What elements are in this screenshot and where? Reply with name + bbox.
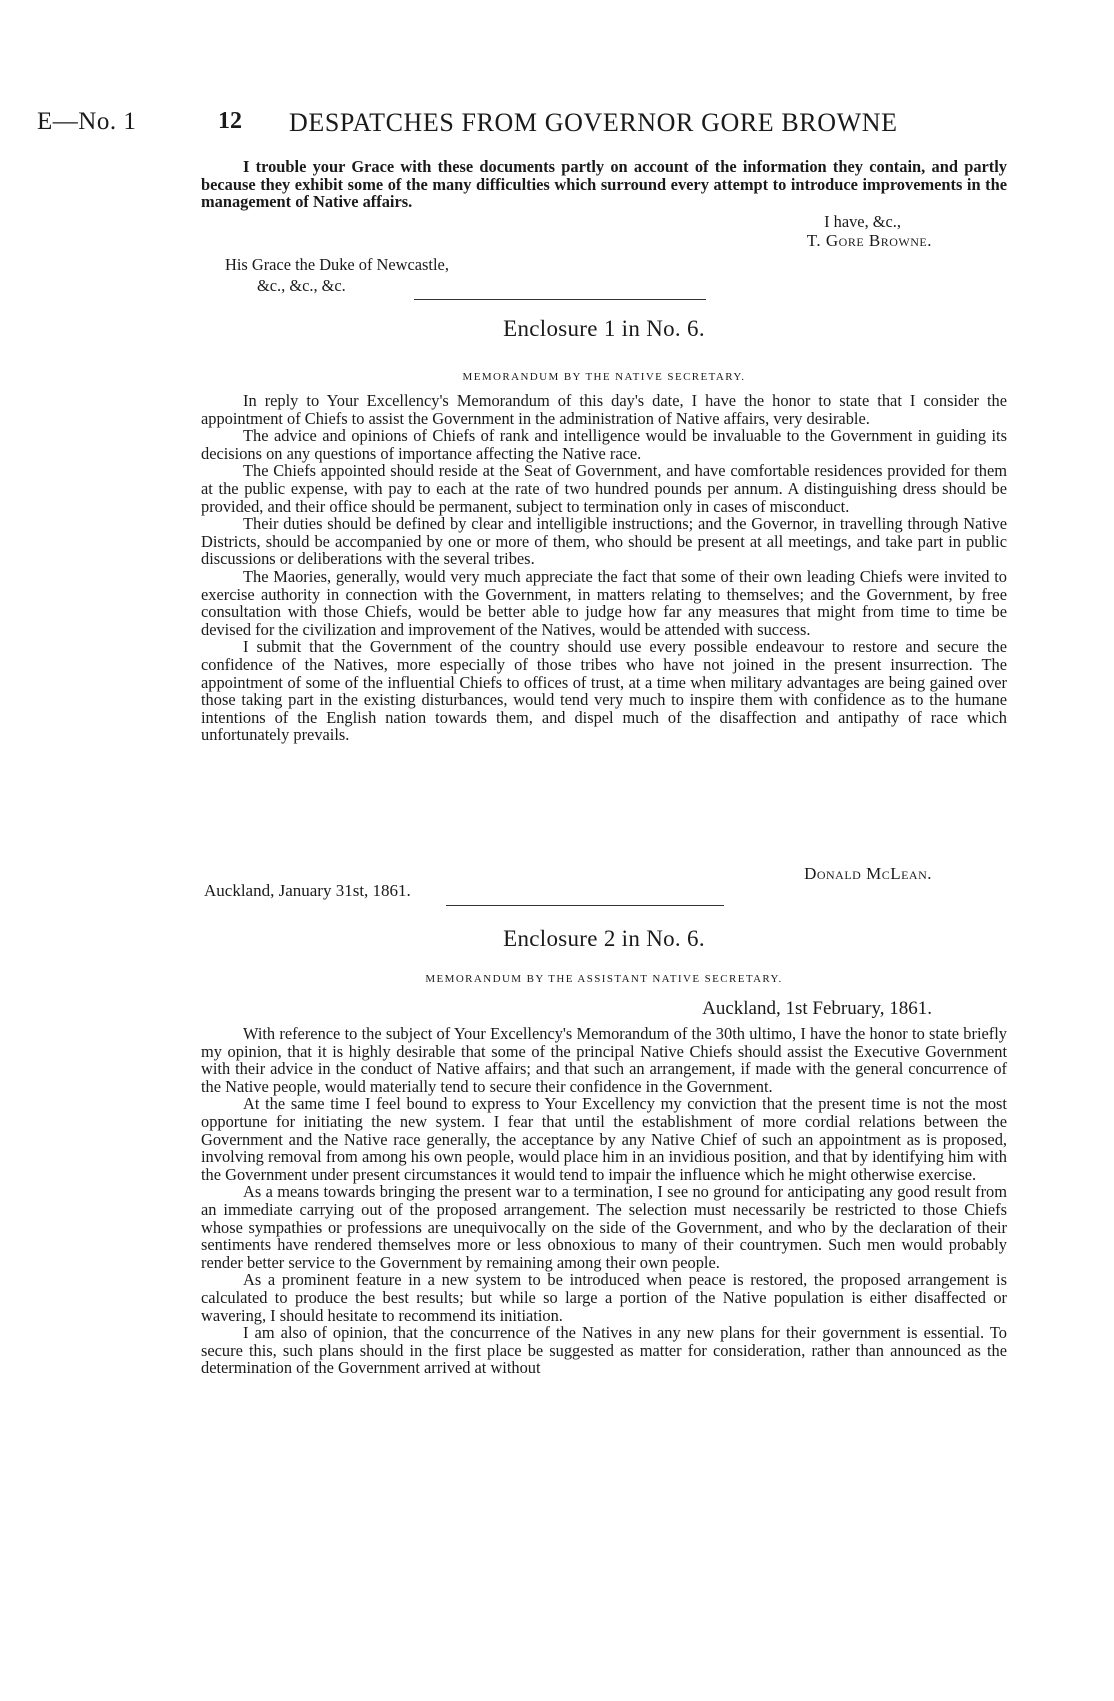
paragraph: At the same time I feel bound to express to Your Excellency my conviction that the present time is not the most opportune for initiating the new system. I fear that until the establishment of more cordial relations between the Government and the Native race generally, the acceptance by any Native Chief of such an appointment as is proposed, involving removal from among his own people, would place him in an invidious position, and that by identifying him with the Government under present circumstances it would tend to impair the influence which he might otherwise exercise. [201, 1094, 1007, 1184]
enclosure-1-place-date: Auckland, January 31st, 1861. [204, 881, 411, 900]
paragraph: The Maories, generally, would very much appreciate the fact that some of their own leading Chiefs were invited to exercise authority in connection with the Government, in matters relating to themselves; and the Government, by free consultation with those Chiefs, would be better able to judge how far any measures that might from time to time be devised for the civilization and improvement of the Natives, would be attended with success. [201, 566, 1007, 639]
paragraph: The advice and opinions of Chiefs of rank and intelligence would be invaluable to the Government in guiding its decisions on any questions of importance affecting the Native race. [201, 426, 1007, 463]
section-divider [446, 905, 724, 906]
enclosure-1-subtitle: MEMORANDUM BY THE NATIVE SECRETARY. [462, 371, 746, 383]
enclosure-1-body [201, 392, 1007, 744]
paragraph: I submit that the Government of the country should use every possible endeavour to restore and secure the confidence of the Natives, more especially of those tribes who have not joined in the present insurrection. The appointment of some of the influential Chiefs to offices of trust, at a time when military advantages are being gained over those taking part in the existing disturbances, would tend very much to inspire them with confidence as to the humane intentions of the English nation towards them, and dispel much of the disaffection and antipathy of race which unfortunately prevails. [201, 637, 1007, 745]
paragraph: As a means towards bringing the present war to a termination, I see no ground for anticipating any good result from an immediate carrying out of the proposed arrangement. The selection must necessarily be restricted to those Chiefs whose sympathies or professions are unequivocally on the side of the Government, and who by the declaration of their sentiments have rendered themselves more or less obnoxious to many of their countrymen. Such men would probably render better service to the Government by remaining among their own people. [201, 1182, 1007, 1272]
section-divider [414, 299, 706, 300]
paragraph: Their duties should be defined by clear and intelligible instructions; and the Governor, in travelling through Native Districts, should be accompanied by one or more of them, who should be present at all meetings, and take part in public discussions or deliberations with the several tribes. [201, 514, 1007, 569]
enclosure-2-subtitle: MEMORANDUM BY THE ASSISTANT NATIVE SECRETARY. [425, 973, 783, 985]
enclosure-2-date: Auckland, 1st February, 1861. [702, 998, 932, 1019]
running-title: DESPATCHES FROM GOVERNOR GORE BROWNE [289, 108, 898, 137]
page-header [0, 108, 1114, 148]
paragraph: The Chiefs appointed should reside at the Seat of Government, and have comfortable residences provided for them at the public expense, with pay to each at the rate of two hundred pounds per annum. A distinguishing dress should be provided, and their office should be permanent, subject to termination only in cases of misconduct. [201, 461, 1007, 516]
enclosure-1-title: Enclosure 1 in No. 6. [503, 316, 705, 341]
addressee-line-1: His Grace the Duke of Newcastle, [225, 255, 449, 274]
enclosure-1-signature: Donald McLean. [804, 864, 932, 883]
paragraph: I am also of opinion, that the concurrence of the Natives in any new plans for their government is essential. To secure this, such plans should in the first place be suggested as matter for consideration, rather than announced as the determination of the Government arrived at without [201, 1323, 1007, 1378]
enclosure-2-body [201, 1025, 1007, 1377]
paragraph: As a prominent feature in a new system to be introduced when peace is restored, the proposed arrangement is calculated to produce the best results; but while so large a portion of the Native population is either disaffected or wavering, I should hesitate to recommend its initiation. [201, 1270, 1007, 1325]
enclosure-2-title: Enclosure 2 in No. 6. [503, 926, 705, 951]
letter-signature: T. Gore Browne. [806, 231, 932, 250]
letter-closing: I have, &c., [824, 212, 901, 231]
letter-paragraph: I trouble your Grace with these documents partly on account of the information they contain, and partly because they exhibit some of the many difficulties which surround every attempt to introduce improvements in the management of Native affairs. [201, 157, 1007, 212]
letter-body [201, 158, 1007, 211]
paper-reference: E—No. 1 [37, 108, 137, 135]
paragraph: With reference to the subject of Your Excellency's Memorandum of the 30th ultimo, I have the honor to state briefly my opinion, that it is highly desirable that some of the principal Native Chiefs should assist the Executive Government with their advice in the conduct of Native affairs; and that such an arrangement, if made with the general concurrence of the Native people, would materially tend to secure their confidence in the Government. [201, 1024, 1007, 1096]
addressee-line-2: &c., &c., &c. [257, 276, 346, 295]
paragraph: In reply to Your Excellency's Memorandum of this day's date, I have the honor to state that I consider the appointment of Chiefs to assist the Government in the administration of Native affairs, very desirable. [201, 391, 1007, 428]
page-number: 12 [218, 108, 242, 134]
